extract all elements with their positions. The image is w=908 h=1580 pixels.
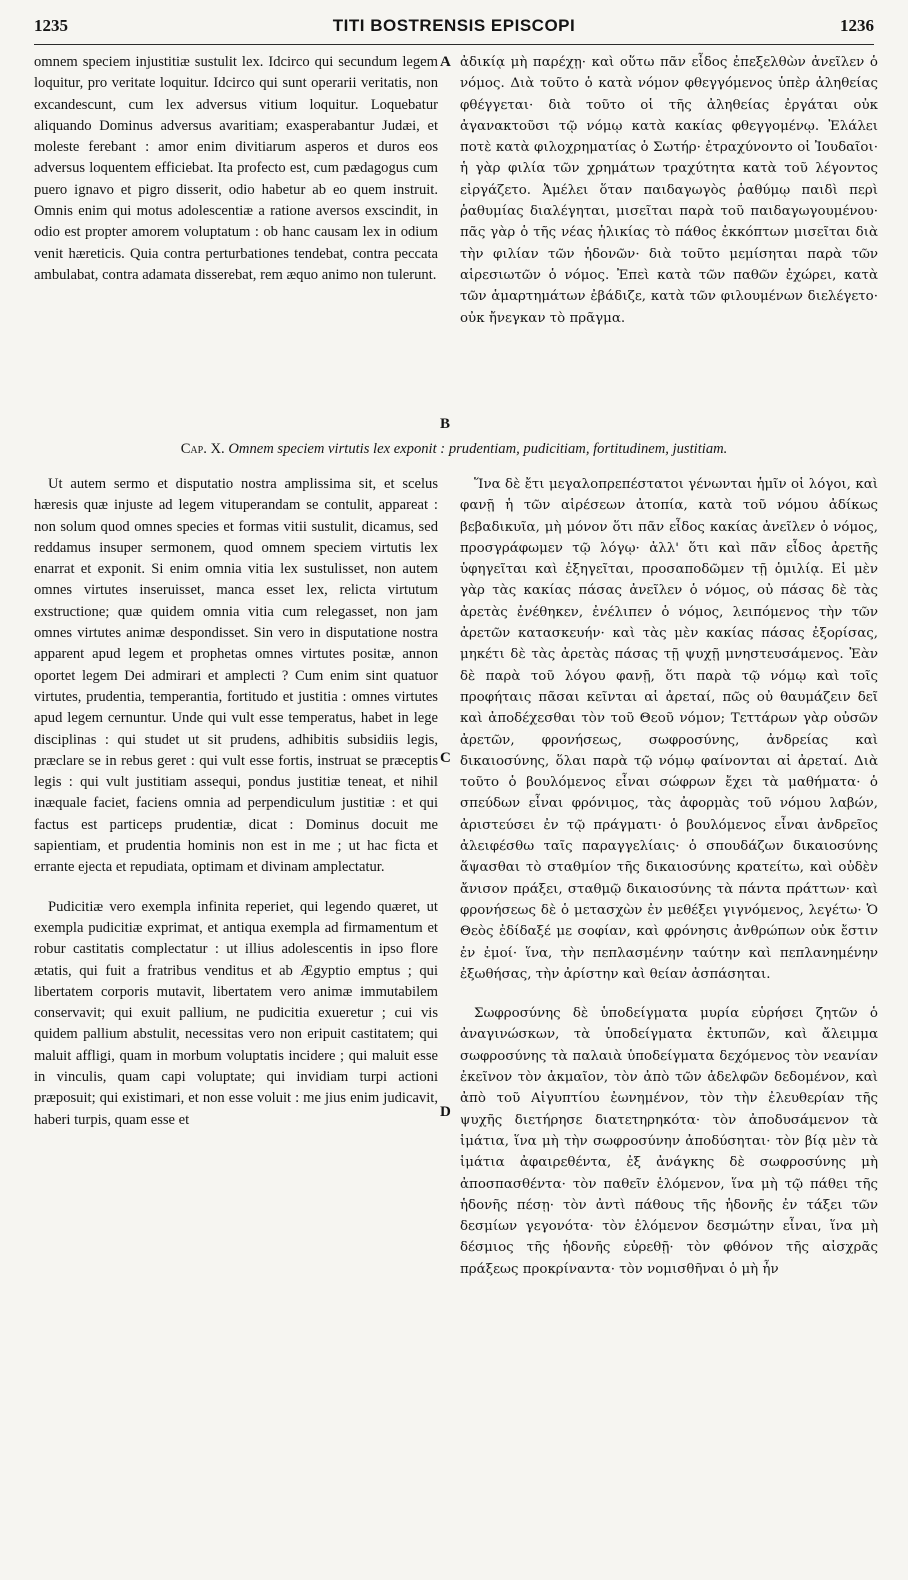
margin-marker-c: C	[440, 750, 451, 766]
chapter-title: Omnem speciem virtutis lex exponit : prudentiam, pudicitiam, fortitudinem, justitiam.	[228, 441, 728, 457]
margin-marker-a: A	[440, 54, 451, 70]
margin-marker-b: B	[440, 416, 451, 432]
right-page-number: 1236	[840, 16, 874, 35]
greek-paragraph: Σωφροσύνης δὲ ὑποδείγματα μυρία εὑρήσει ζητῶν ὁ ἀναγινώσκων, τὰ ὑποδείγματα ἐκτυπῶν, καὶ ἄλειμμα σωφροσύνης τὰ παλαιὰ ὑποδείγματα δεχόμενος τὸν νεανίαν ἐκεῖνον τὸν ἀκμαῖον, τὸν ἀπὸ τῶν ἀδελφῶν δεδομένον, καὶ ἀπὸ τοῦ Αἰγυπτίου ἐωνημένον, τὸν τὴν ἐλευθερίαν τῆς ψυχῆς διετήρησε διατετηρηκότα· τὸν ἀποδυσάμενον τὰ ἱμάτια, ἵνα μὴ τὴν σωφροσύνην ἀποδύσηται· τὸν βίᾳ μὲν τὰ ἱμάτια ἀφαιρεθέντα, ἐξ ἀνάγκης δὲ σωφροσύνης μὴ ἀποσπασθέντα· τὸν παθεῖν ἑλόμενον, ἵνα μὴ τῷ πάθει τῆς ἡδονῆς πέσῃ· τὸν ἀντὶ πάθους τῆς ἡδονῆς ἐν τάξει τῶν δεσμίων γεγονότα· τὸν ἑλόμενον δεσμώτην εἶναι, ἵνα μὴ δέσμιος τῆς ἡδονῆς εὑρεθῇ· τὸν φθόνον τῆς αἰσχρᾶς πράξεως προκρίναντα· τὸν νομισθῆναι ὁ μὴ ἦν	[460, 1006, 878, 1277]
header-rule	[34, 44, 874, 45]
chapter-heading	[34, 441, 874, 458]
greek-paragraph: Ἵνα δὲ ἔτι μεγαλοπρεπέστατοι γένωνται ἡμῖν οἱ λόγοι, καὶ φανῇ ἡ τῶν αἱρέσεων ἀτοπία, κατὰ τοῦ νόμου ἀδίκως βεβαδικυῖα, μὴ μόνον ὅτι πᾶν εἶδος κακίας ἀνεῖλεν ὁ νόμος, προσγράφωμεν τῷ λόγῳ· ἀλλ' ὅτι καὶ πᾶν εἶδος ἀρετῆς ὑφηγεῖται καὶ ἐξηγεῖται, προσαποδῶμεν τῇ ὁμιλίᾳ. Εἰ μὲν γὰρ τὰς κακίας πάσας ἀνεῖλεν ὁ νόμος, οὐ πάσας δὲ τὰς ἀρετὰς ἐνέθηκεν, ἐνέλιπεν ὁ νόμος, λειπόμενος τὴν τῶν ἀρετῶν κατασκευήν· καὶ τὰς μὲν κακίας πάσας ἐξορίσας, μηκέτι δὲ τὰς ἀρετὰς πάσας τῇ ψυχῇ μνηστευσάμενος. Ἐὰν δὲ παρὰ τοῦ λόγου φανῇ, ὅτι παρὰ τῷ νόμῳ καὶ τοῖς προφήταις πᾶσαι κεῖνται αἱ ἀρεταί, πῶς οὐ θαυμάζειν δεῖ καὶ ἀποδέχεσθαι τὸν τοῦ Θεοῦ νόμον; Τεττάρων γὰρ οὐσῶν ἀρετῶν, φρονήσεως, σωφροσύνης, ἀνδρείας καὶ δικαιοσύνης, ὅλαι παρὰ τῷ νόμῳ φαίνονται αἱ ἀρεταί. Διὰ τοῦτο ὁ βουλόμενος εἶναι σώφρων ἔχει τὰ μαθήματα· ὁ σπεύδων εἶναι φρόνιμος, τὰς ἀφορμὰς τοῦ νόμου λαβών, ἀριστεύσει ἐν τῷ πράγματι· ὁ βουλόμενος εἶναι ἀνδρεῖος ἀλειφέσθω ταῖς παραγγελίαις· ὁ σπουδάζων δικαιοσύνης ἅψασθαι τὸ σταθμίον τῆς δικαιοσύνης κρατείτω, καὶ οὐδὲν ἄνισον πράξει, σταθμῷ δικαιοσύνης τὰ πάντα πράττων· καὶ φρονήσεως δὲ ὁ μετασχὼν ἐν μεθέξει γιγνόμενος, λεγέτω· Ὁ Θεὸς ἐδίδαξέ με σοφίαν, καὶ φρόνησις ἀνθρώπων οὐκ ἔστιν ἐν ἐμοί· ἵνα, τὴν πεπλασμένην ταύτην καὶ πεπλανημένην ἐξωθήσας, τὴν ἀρίστην καὶ θείαν ἀσπάσηται.	[460, 477, 878, 982]
left-page-number: 1235	[34, 16, 68, 35]
latin-column-bottom	[34, 474, 438, 1131]
latin-paragraph: Ut autem sermo et disputatio nostra amplissima sit, et scelus hæresis quæ injuste ad legem vituperandam se contulit, appareat : non solum quod omnes species et formas vitii sustulit, dicamus, sed reddamus insuper sermonem, quod omnem speciem virtutis lex enarrat et exponit. Si enim omnia vitia lex sustulisset, non autem omnes virtutes inseruisset, manca esset lex, relicta virtutum exstructione; quæ quidem omnia vitia cum relegasset, non jam omnes virtutes animæ despondisset. Sin vero in disputatione nostra apparent apud legem et prophetas omnes virtutes positæ, annon oportet legem Dei admirari et amplecti ? Cum enim sint quatuor virtutes, prudentia, temperantia, fortitudo et justitia : omnes virtutes apud legem cernuntur. Unde qui vult esse temperatus, habet in lege disciplinas : qui studet ut sit prudens, adhibitis subsidiis legis, præclare se in rebus geret : qui vult esse fortis, instruat se præceptis legis : qui vult justitiam assequi, pondus justitiæ teneat, et nihil inæquale faciet, faciens omnia ad perpendiculum justitiæ : et qui factus est particeps prudentiæ, dicat : Dominus docuit me sapientiam, et prudentia hominis non est in me ; ut hac ficta et errante ejecta et repudiata, optimam et divinam amplectatur.	[34, 476, 438, 876]
running-header	[34, 16, 874, 42]
latin-column-top	[34, 52, 438, 286]
latin-paragraph: omnem speciem injustitiæ sustulit lex. Idcirco qui secundum legem loquitur, pro veritate loquitur. Idcirco qui sunt operarii veritatis, non excandescunt, cum lex adversus vitium loquitur. Loquebatur aliquando Dominus adversus avaritiam; exasperabantur Judæi, et moleste ferebant : amor enim divitiarum asperos et duros eos adversus loquentem efficiebat. Ita profecto est, cum pædagogus cum puero ignavo et pigro disserit, odio habetur ab eo quem instruit. Omnis enim qui motus adolescentiæ a ratione aversos exscindit, in odio est propter amorem voluptatum : ob hanc causam lex in odium venit hæreticis. Quia contra perturbationes tendebat, contra peccata ambulabat, contra adamata disserebat, rem æquo animo non tulerunt.	[34, 54, 438, 283]
running-title: TITI BOSTRENSIS EPISCOPI	[332, 16, 576, 35]
greek-paragraph: ἀδικίᾳ μὴ παρέχῃ· καὶ οὕτω πᾶν εἶδος ἐπεξελθὼν ἀνεῖλεν ὁ νόμος. Διὰ τοῦτο ὁ κατὰ νόμον φθεγγόμενος ὑπὲρ ἀληθείας φθέγγεται· διὰ τοῦτο οἱ τῆς ἀληθείας ἐργάται οὐκ ἀγανακτοῦσι τῷ νόμῳ κατὰ κακίας φθεγγομένῳ. Ἐλάλει ποτὲ κατὰ φιλοχρηματίας ὁ Σωτήρ· ἐτραχύνοντο οἱ Ἰουδαῖοι· ἡ γὰρ φιλία τῶν χρημάτων τραχύτητα κατὰ τοῦ λέγοντος εἰργάζετο. Ἀμέλει ὅταν παιδαγωγὸς ῥαθύμῳ παιδὶ περὶ ῥαθυμίας διαλέγηται, μισεῖται παρὰ τοῦ παιδαγωγουμένου· πᾶς γὰρ ὁ τῆς νέας ἡλικίας τὸ πάθος ἐκκόπτων μισεῖται διὰ τὴν φιλίαν τῶν ἡδονῶν· διὰ τοῦτο μεμίσηται παρὰ τῶν αἱρεσιωτῶν ὁ νόμος. Ἐπεὶ κατὰ τῶν παθῶν ἐχώρει, κατὰ τῶν ἁμαρτημάτων ἐβάδιζε, κατὰ τῶν φιλουμένων διελέγετο· οὐκ ἤνεγκαν τὸ πρᾶγμα.	[460, 55, 878, 326]
latin-paragraph: Pudicitiæ vero exempla infinita reperiet, qui legendo quæret, ut exempla pudicitiæ exprimat, et antiqua exempla ad firmamentum et robur castitatis complectatur : ut illius adolescentis in ipso flore ætatis, qui fuit a fratribus venditus et ab Ægyptio emptus ; qui libertatem corporis mutavit, libertatem vero animæ immutabilem conservavit; qui exuit pallium, ne pudicitia exueretur ; cui vis quidem pallium abstulit, necessitas vero non eripuit castitatem; qui maluit affligi, quam in morbum voluptatis incidere ; qui maluit esse in vinculis, quam capi voluptate; qui invidiam turpi actioni præposuit; qui existimari, et non esse voluit : me jius enim judicavit, haberi turpis, quam esse et	[34, 898, 438, 1128]
greek-column-top	[460, 52, 878, 329]
greek-column-bottom	[460, 474, 878, 1280]
margin-marker-d: D	[440, 1104, 451, 1120]
chapter-label: Cap. X.	[180, 441, 225, 457]
